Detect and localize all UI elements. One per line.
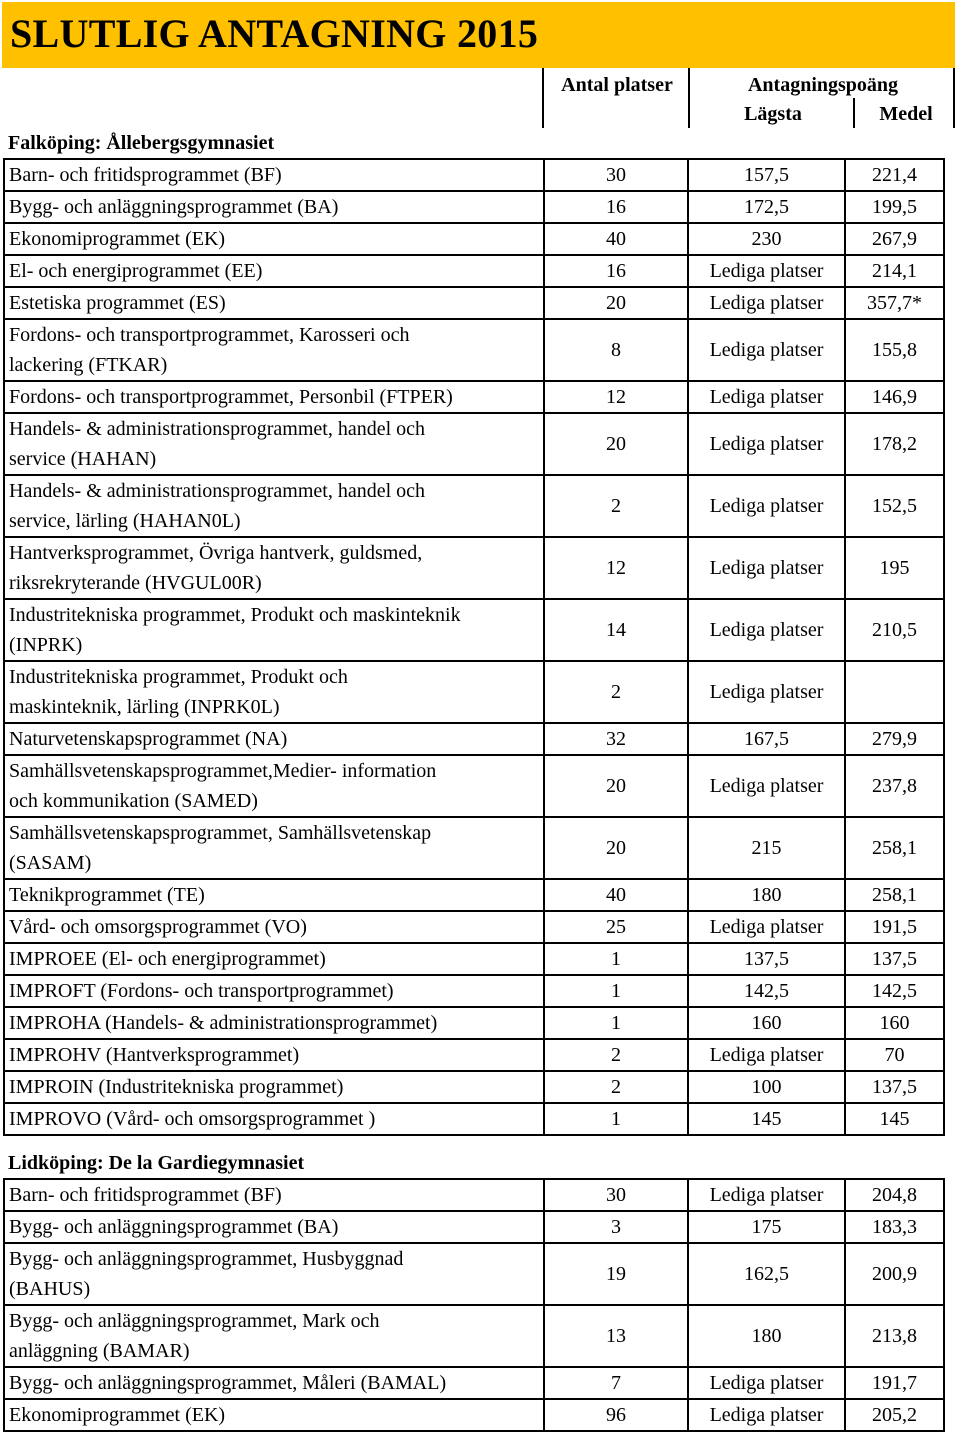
program-name-line: Fordons- och transportprogrammet, Karosseri och bbox=[9, 324, 410, 346]
table-row bbox=[4, 755, 944, 817]
program-name-line: Samhällsvetenskapsprogrammet, Samhällsvetenskap bbox=[9, 822, 432, 844]
seats-cell: 25 bbox=[544, 911, 688, 943]
median-points-cell: 204,8 bbox=[845, 1179, 944, 1211]
table-row bbox=[4, 1367, 944, 1399]
lowest-points-cell: 142,5 bbox=[688, 975, 845, 1007]
header-divider bbox=[688, 68, 690, 128]
header-divider bbox=[853, 98, 855, 128]
table-row bbox=[4, 1103, 944, 1135]
seats-cell: 1 bbox=[544, 943, 688, 975]
median-points-cell: 279,9 bbox=[845, 723, 944, 755]
lowest-points-cell: 145 bbox=[688, 1103, 845, 1135]
median-points-cell: 183,3 bbox=[845, 1211, 944, 1243]
median-points-cell: 199,5 bbox=[845, 191, 944, 223]
table-row bbox=[4, 661, 944, 723]
table-row bbox=[4, 879, 944, 911]
program-name bbox=[4, 1179, 544, 1211]
lowest-points-cell: 157,5 bbox=[688, 159, 845, 191]
table-row bbox=[4, 223, 944, 255]
program-name bbox=[4, 943, 544, 975]
header-divider bbox=[953, 68, 955, 128]
median-points-cell: 152,5 bbox=[845, 475, 944, 537]
lowest-points-cell: Lediga platser bbox=[688, 911, 845, 943]
lowest-points-cell: 172,5 bbox=[688, 191, 845, 223]
program-name-line: och kommunikation (SAMED) bbox=[9, 790, 258, 812]
lowest-points-cell: Lediga platser bbox=[688, 255, 845, 287]
header-divider bbox=[542, 68, 544, 128]
admission-table-lidkoping bbox=[3, 1148, 945, 1432]
table-row bbox=[4, 1071, 944, 1103]
program-name-line: Fordons- och transportprogrammet, Personbil (FTPER) bbox=[9, 386, 453, 408]
program-name bbox=[4, 319, 544, 381]
program-name bbox=[4, 475, 544, 537]
program-name-line: anläggning (BAMAR) bbox=[9, 1340, 190, 1362]
seats-cell: 96 bbox=[544, 1399, 688, 1431]
median-points-cell: 205,2 bbox=[845, 1399, 944, 1431]
lowest-points-cell: Lediga platser bbox=[688, 1399, 845, 1431]
program-name bbox=[4, 817, 544, 879]
seats-cell: 2 bbox=[544, 661, 688, 723]
seats-cell: 3 bbox=[544, 1211, 688, 1243]
table-row bbox=[4, 1211, 944, 1243]
table-row bbox=[4, 287, 944, 319]
seats-cell: 2 bbox=[544, 1039, 688, 1071]
seats-cell: 14 bbox=[544, 599, 688, 661]
seats-cell: 20 bbox=[544, 755, 688, 817]
median-points-cell: 267,9 bbox=[845, 223, 944, 255]
program-name-line: Ekonomiprogrammet (EK) bbox=[9, 228, 226, 250]
median-points-cell: 258,1 bbox=[845, 879, 944, 911]
program-name bbox=[4, 911, 544, 943]
program-name bbox=[4, 1039, 544, 1071]
program-name bbox=[4, 879, 544, 911]
table-row bbox=[4, 1305, 944, 1367]
seats-cell: 30 bbox=[544, 159, 688, 191]
table-row bbox=[4, 255, 944, 287]
program-name-line: Estetiska programmet (ES) bbox=[9, 292, 226, 314]
table-row bbox=[4, 975, 944, 1007]
table-row bbox=[4, 537, 944, 599]
program-name bbox=[4, 1305, 544, 1367]
program-name-line: lackering (FTKAR) bbox=[9, 354, 168, 376]
lowest-points-cell: Lediga platser bbox=[688, 413, 845, 475]
program-name bbox=[4, 661, 544, 723]
program-name bbox=[4, 255, 544, 287]
program-name-line: riksrekryterande (HVGUL00R) bbox=[9, 572, 262, 594]
program-name bbox=[4, 975, 544, 1007]
program-name-line: (SASAM) bbox=[9, 852, 92, 874]
median-points-cell: 137,5 bbox=[845, 943, 944, 975]
program-name bbox=[4, 413, 544, 475]
seats-cell: 20 bbox=[544, 413, 688, 475]
table-row bbox=[4, 413, 944, 475]
seats-cell: 40 bbox=[544, 879, 688, 911]
lowest-points-cell: 167,5 bbox=[688, 723, 845, 755]
program-name-line: Handels- & administrationsprogrammet, handel och bbox=[9, 418, 426, 440]
program-name bbox=[4, 723, 544, 755]
program-name bbox=[4, 1399, 544, 1431]
median-points-cell: 258,1 bbox=[845, 817, 944, 879]
seats-cell: 20 bbox=[544, 287, 688, 319]
lowest-points-cell: Lediga platser bbox=[688, 1367, 845, 1399]
lowest-points-cell: Lediga platser bbox=[688, 755, 845, 817]
median-points-cell: 214,1 bbox=[845, 255, 944, 287]
title-banner bbox=[2, 2, 955, 68]
lowest-points-cell: Lediga platser bbox=[688, 475, 845, 537]
lowest-points-cell: Lediga platser bbox=[688, 1179, 845, 1211]
program-name-line: Ekonomiprogrammet (EK) bbox=[9, 1404, 226, 1426]
table-row bbox=[4, 475, 944, 537]
program-name-line: IMPROHV (Hantverksprogrammet) bbox=[9, 1044, 300, 1066]
lowest-points-cell: Lediga platser bbox=[688, 319, 845, 381]
program-name-line: Vård- och omsorgsprogrammet (VO) bbox=[9, 916, 307, 938]
program-name bbox=[4, 1007, 544, 1039]
school-heading: Falköping: Ållebergsgymnasiet bbox=[8, 132, 275, 154]
program-name-line: Teknikprogrammet (TE) bbox=[9, 884, 205, 906]
program-name bbox=[4, 1103, 544, 1135]
table-row bbox=[4, 381, 944, 413]
median-points-cell: 200,9 bbox=[845, 1243, 944, 1305]
program-name-line: Industritekniska programmet, Produkt och maskinteknik bbox=[9, 604, 461, 626]
lowest-points-cell: 215 bbox=[688, 817, 845, 879]
seats-cell: 2 bbox=[544, 475, 688, 537]
program-name bbox=[4, 755, 544, 817]
table-row bbox=[4, 319, 944, 381]
program-name bbox=[4, 287, 544, 319]
seats-cell: 19 bbox=[544, 1243, 688, 1305]
median-points-cell: 210,5 bbox=[845, 599, 944, 661]
median-points-cell: 357,7* bbox=[845, 287, 944, 319]
header-median: Medel bbox=[879, 103, 933, 125]
lowest-points-cell: 137,5 bbox=[688, 943, 845, 975]
program-name-line: Barn- och fritidsprogrammet (BF) bbox=[9, 1184, 282, 1206]
program-name-line: IMPROEE (El- och energiprogrammet) bbox=[9, 948, 326, 970]
seats-cell: 13 bbox=[544, 1305, 688, 1367]
program-name-line: (INPRK) bbox=[9, 634, 83, 656]
program-name-line: Naturvetenskapsprogrammet (NA) bbox=[9, 728, 288, 750]
lowest-points-cell: Lediga platser bbox=[688, 599, 845, 661]
program-name-line: service, lärling (HAHAN0L) bbox=[9, 510, 241, 532]
median-points-cell: 221,4 bbox=[845, 159, 944, 191]
school-heading: Lidköping: De la Gardiegymnasiet bbox=[8, 1152, 305, 1174]
seats-cell: 40 bbox=[544, 223, 688, 255]
lowest-points-cell: Lediga platser bbox=[688, 1039, 845, 1071]
program-name bbox=[4, 223, 544, 255]
header-lowest: Lägsta bbox=[744, 103, 802, 125]
median-points-cell: 160 bbox=[845, 1007, 944, 1039]
lowest-points-cell: 230 bbox=[688, 223, 845, 255]
program-name bbox=[4, 537, 544, 599]
seats-cell: 32 bbox=[544, 723, 688, 755]
program-name bbox=[4, 599, 544, 661]
program-name-line: Bygg- och anläggningsprogrammet, Mark och bbox=[9, 1310, 380, 1332]
program-name-line: Samhällsvetenskapsprogrammet,Medier- information bbox=[9, 760, 437, 782]
seats-cell: 1 bbox=[544, 1007, 688, 1039]
table-row bbox=[4, 1243, 944, 1305]
seats-cell: 8 bbox=[544, 319, 688, 381]
program-name-line: IMPROFT (Fordons- och transportprogrammet) bbox=[9, 980, 394, 1002]
median-points-cell: 145 bbox=[845, 1103, 944, 1135]
header-seats: Antal platser bbox=[561, 74, 673, 96]
program-name-line: El- och energiprogrammet (EE) bbox=[9, 260, 263, 282]
table-row bbox=[4, 911, 944, 943]
lowest-points-cell: 100 bbox=[688, 1071, 845, 1103]
page-title: SLUTLIG ANTAGNING 2015 bbox=[10, 11, 539, 56]
program-name-line: maskinteknik, lärling (INPRK0L) bbox=[9, 696, 280, 718]
table-row bbox=[4, 599, 944, 661]
table-row bbox=[4, 1179, 944, 1211]
seats-cell: 1 bbox=[544, 1103, 688, 1135]
program-name-line: Handels- & administrationsprogrammet, handel och bbox=[9, 480, 426, 502]
median-points-cell: 155,8 bbox=[845, 319, 944, 381]
seats-cell: 7 bbox=[544, 1367, 688, 1399]
table-row bbox=[4, 1007, 944, 1039]
program-name-line: IMPROHA (Handels- & administrationsprogrammet) bbox=[9, 1012, 438, 1034]
seats-cell: 12 bbox=[544, 537, 688, 599]
median-points-cell: 142,5 bbox=[845, 975, 944, 1007]
median-points-cell: 137,5 bbox=[845, 1071, 944, 1103]
table-row bbox=[4, 159, 944, 191]
table-row bbox=[4, 943, 944, 975]
table-row bbox=[4, 1399, 944, 1431]
header-points: Antagningspoäng bbox=[747, 74, 899, 96]
admission-table-falkoping bbox=[3, 128, 945, 1136]
median-points-cell: 191,5 bbox=[845, 911, 944, 943]
median-points-cell: 146,9 bbox=[845, 381, 944, 413]
program-name-line: IMPROVO (Vård- och omsorgsprogrammet ) bbox=[9, 1108, 376, 1130]
program-name-line: Bygg- och anläggningsprogrammet (BA) bbox=[9, 1216, 339, 1238]
median-points-cell: 191,7 bbox=[845, 1367, 944, 1399]
table-row bbox=[4, 191, 944, 223]
program-name-line: Industritekniska programmet, Produkt och bbox=[9, 666, 348, 688]
lowest-points-cell: 160 bbox=[688, 1007, 845, 1039]
median-points-cell bbox=[845, 661, 944, 723]
program-name-line: service (HAHAN) bbox=[9, 448, 157, 470]
program-name-line: Barn- och fritidsprogrammet (BF) bbox=[9, 164, 282, 186]
lowest-points-cell: Lediga platser bbox=[688, 661, 845, 723]
program-name bbox=[4, 1367, 544, 1399]
lowest-points-cell: 175 bbox=[688, 1211, 845, 1243]
seats-cell: 20 bbox=[544, 817, 688, 879]
program-name-line: (BAHUS) bbox=[9, 1278, 91, 1300]
program-name bbox=[4, 1211, 544, 1243]
median-points-cell: 213,8 bbox=[845, 1305, 944, 1367]
program-name bbox=[4, 381, 544, 413]
program-name-line: Bygg- och anläggningsprogrammet, Måleri (BAMAL) bbox=[9, 1372, 447, 1394]
seats-cell: 12 bbox=[544, 381, 688, 413]
median-points-cell: 178,2 bbox=[845, 413, 944, 475]
program-name-line: Bygg- och anläggningsprogrammet, Husbyggnad bbox=[9, 1248, 404, 1270]
table-row bbox=[4, 723, 944, 755]
program-name-line: Hantverksprogrammet, Övriga hantverk, guldsmed, bbox=[9, 542, 423, 564]
program-name bbox=[4, 191, 544, 223]
lowest-points-cell: Lediga platser bbox=[688, 287, 845, 319]
program-name bbox=[4, 159, 544, 191]
table-row bbox=[4, 817, 944, 879]
lowest-points-cell: Lediga platser bbox=[688, 381, 845, 413]
median-points-cell: 237,8 bbox=[845, 755, 944, 817]
program-name bbox=[4, 1071, 544, 1103]
program-name-line: IMPROIN (Industritekniska programmet) bbox=[9, 1076, 344, 1098]
lowest-points-cell: Lediga platser bbox=[688, 537, 845, 599]
seats-cell: 2 bbox=[544, 1071, 688, 1103]
median-points-cell: 70 bbox=[845, 1039, 944, 1071]
lowest-points-cell: 180 bbox=[688, 879, 845, 911]
table-row bbox=[4, 1039, 944, 1071]
seats-cell: 16 bbox=[544, 191, 688, 223]
program-name bbox=[4, 1243, 544, 1305]
program-name-line: Bygg- och anläggningsprogrammet (BA) bbox=[9, 196, 339, 218]
median-points-cell: 195 bbox=[845, 537, 944, 599]
lowest-points-cell: 180 bbox=[688, 1305, 845, 1367]
seats-cell: 30 bbox=[544, 1179, 688, 1211]
seats-cell: 1 bbox=[544, 975, 688, 1007]
lowest-points-cell: 162,5 bbox=[688, 1243, 845, 1305]
seats-cell: 16 bbox=[544, 255, 688, 287]
